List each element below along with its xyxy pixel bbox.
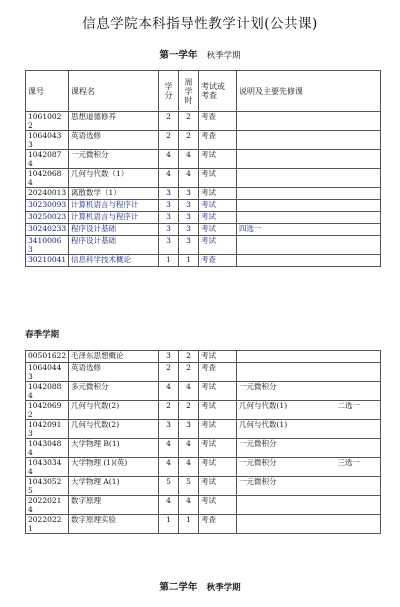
cell-exam: 考试 [199,382,237,401]
cell-course-name: 计算机语言与程序计 [69,200,159,212]
col-header-name: 课程名 [69,71,159,112]
cell-code: 30230093 [26,200,69,212]
section-title-year1-fall [0,47,400,61]
table-row [26,212,381,224]
cell-note [237,131,381,150]
cell-credit: 3 [159,420,179,439]
table-header-row [26,71,381,112]
table-row [26,112,381,131]
col-header-note: 说明及主要先修课 [237,71,381,112]
cell-code: 3410006 3 [26,236,69,255]
cell-credit: 3 [159,212,179,224]
table-row [26,477,381,496]
col-header-exam: 考试或 考查 [199,71,237,112]
cell-hours: 3 [179,236,199,255]
cell-code: 1043052 5 [26,477,69,496]
cell-credit: 4 [159,439,179,458]
cell-note: 一元微积分 [237,439,381,458]
cell-exam: 考试 [199,496,237,515]
cell-exam: 考查 [199,363,237,382]
cell-note [237,515,381,534]
cell-hours: 2 [179,401,199,420]
cell-credit: 3 [159,351,179,363]
cell-note [237,351,381,363]
cell-code: 1064043 3 [26,131,69,150]
cell-hours: 2 [179,131,199,150]
cell-note [237,236,381,255]
table-row [26,150,381,169]
cell-hours: 5 [179,477,199,496]
cell-credit: 2 [159,401,179,420]
cell-credit: 4 [159,169,179,188]
cell-note: 几何与代数(1) [237,420,381,439]
cell-hours: 4 [179,496,199,515]
cell-credit: 2 [159,363,179,382]
table-row [26,200,381,212]
cell-credit: 4 [159,496,179,515]
cell-hours: 1 [179,515,199,534]
cell-note: 一元微积分 [237,382,381,401]
table-row [26,515,381,534]
cell-note: 几何与代数(1) 二选一 [237,401,381,420]
cell-hours: 2 [179,112,199,131]
cell-hours: 3 [179,212,199,224]
cell-code: 1061002 2 [26,112,69,131]
cell-course-name: 几何与代数（1） [69,169,159,188]
col-header-hours: 周 学 时 [179,71,199,112]
cell-course-name: 数字原理 [69,496,159,515]
cell-exam: 考查 [199,255,237,267]
cell-code: 1043048 4 [26,439,69,458]
cell-code: 1042069 2 [26,401,69,420]
cell-code: 1042087 4 [26,150,69,169]
col-header-credit: 学 分 [159,71,179,112]
table-row [26,255,381,267]
cell-note [237,255,381,267]
table-row [26,131,381,150]
cell-hours: 2 [179,351,199,363]
cell-course-name: 离散数学（1） [69,188,159,200]
cell-note: 一元微积分 三选一 [237,458,381,477]
cell-code: 1042088 4 [26,382,69,401]
cell-course-name: 多元微积分 [69,382,159,401]
cell-note [237,150,381,169]
cell-code: 1043034 4 [26,458,69,477]
cell-note [237,363,381,382]
table-row [26,496,381,515]
table-row [26,363,381,382]
cell-exam: 考试 [199,458,237,477]
section-title-year2-fall [0,579,400,593]
fall-course-table [25,70,381,267]
cell-credit: 3 [159,224,179,236]
cell-course-name: 英语选修 [69,131,159,150]
cell-exam: 考试 [199,401,237,420]
cell-course-name: 一元微积分 [69,150,159,169]
col-header-code: 课号 [26,71,69,112]
cell-credit: 5 [159,477,179,496]
cell-course-name: 大学物理 (1)(英) [69,458,159,477]
cell-credit: 4 [159,150,179,169]
cell-code: 1042091 3 [26,420,69,439]
cell-course-name: 大学物理 B(1) [69,439,159,458]
cell-note [237,188,381,200]
cell-hours: 3 [179,420,199,439]
cell-credit: 2 [159,131,179,150]
cell-hours: 4 [179,458,199,477]
table-row [26,439,381,458]
cell-exam: 考试 [199,236,237,255]
cell-exam: 考试 [199,188,237,200]
page-title: 信息学院本科指导性教学计划(公共课) [82,16,318,32]
table-row [26,188,381,200]
table-row [26,458,381,477]
cell-note: 一元微积分 [237,477,381,496]
cell-hours: 3 [179,188,199,200]
cell-hours: 1 [179,255,199,267]
table-row [26,401,381,420]
cell-exam: 考试 [199,212,237,224]
section-year-label: 第二学年 [159,582,198,593]
cell-course-name: 毛泽东思想概论 [69,351,159,363]
cell-note [237,212,381,224]
spring-course-table [25,350,381,534]
cell-hours: 4 [179,382,199,401]
cell-course-name: 程序设计基础 [69,236,159,255]
cell-credit: 3 [159,200,179,212]
cell-credit: 4 [159,458,179,477]
cell-code: 20240013 [26,188,69,200]
cell-code: 2022021 4 [26,496,69,515]
cell-credit: 3 [159,188,179,200]
cell-course-name: 思想道德修养 [69,112,159,131]
cell-course-name: 英语选修 [69,363,159,382]
cell-credit: 1 [159,255,179,267]
cell-exam: 考试 [199,420,237,439]
cell-exam: 考试 [199,351,237,363]
cell-hours: 2 [179,363,199,382]
cell-credit: 2 [159,112,179,131]
cell-note [237,169,381,188]
cell-credit: 3 [159,236,179,255]
cell-hours: 3 [179,200,199,212]
section-term-label: 秋季学期 [206,583,241,593]
cell-course-name: 计算机语言与程序计 [69,212,159,224]
section-term-label: 秋季学期 [206,51,241,61]
cell-note [237,112,381,131]
cell-hours: 4 [179,150,199,169]
cell-code: 00501622 [26,351,69,363]
cell-exam: 考试 [199,224,237,236]
cell-exam: 考试 [199,200,237,212]
cell-exam: 考试 [199,169,237,188]
cell-exam: 考试 [199,439,237,458]
cell-hours: 4 [179,169,199,188]
cell-exam: 考查 [199,112,237,131]
table-row [26,236,381,255]
table-row [26,382,381,401]
cell-exam: 考查 [199,131,237,150]
cell-code: 2022022 1 [26,515,69,534]
cell-course-name: 大学物理 A(1) [69,477,159,496]
cell-credit: 4 [159,382,179,401]
cell-code: 30250023 [26,212,69,224]
cell-exam: 考试 [199,477,237,496]
cell-note [237,496,381,515]
section-title-spring: 春季学期 [25,330,60,340]
cell-exam: 考查 [199,515,237,534]
table-row [26,351,381,363]
cell-code: 1064044 3 [26,363,69,382]
cell-code: 30210041 [26,255,69,267]
cell-note: 四选一 [237,224,381,236]
cell-course-name: 信息科学技术概论 [69,255,159,267]
cell-course-name: 数字原理实验 [69,515,159,534]
section-year-label: 第一学年 [159,50,198,61]
cell-course-name: 几何与代数(2) [69,401,159,420]
cell-exam: 考试 [199,150,237,169]
cell-hours: 4 [179,439,199,458]
cell-note [237,200,381,212]
table-row [26,169,381,188]
cell-credit: 1 [159,515,179,534]
table-row [26,224,381,236]
table-row [26,420,381,439]
cell-course-name: 几何与代数(2) [69,420,159,439]
cell-hours: 3 [179,224,199,236]
cell-code: 1042068 4 [26,169,69,188]
cell-course-name: 程序设计基础 [69,224,159,236]
cell-code: 30240233 [26,224,69,236]
